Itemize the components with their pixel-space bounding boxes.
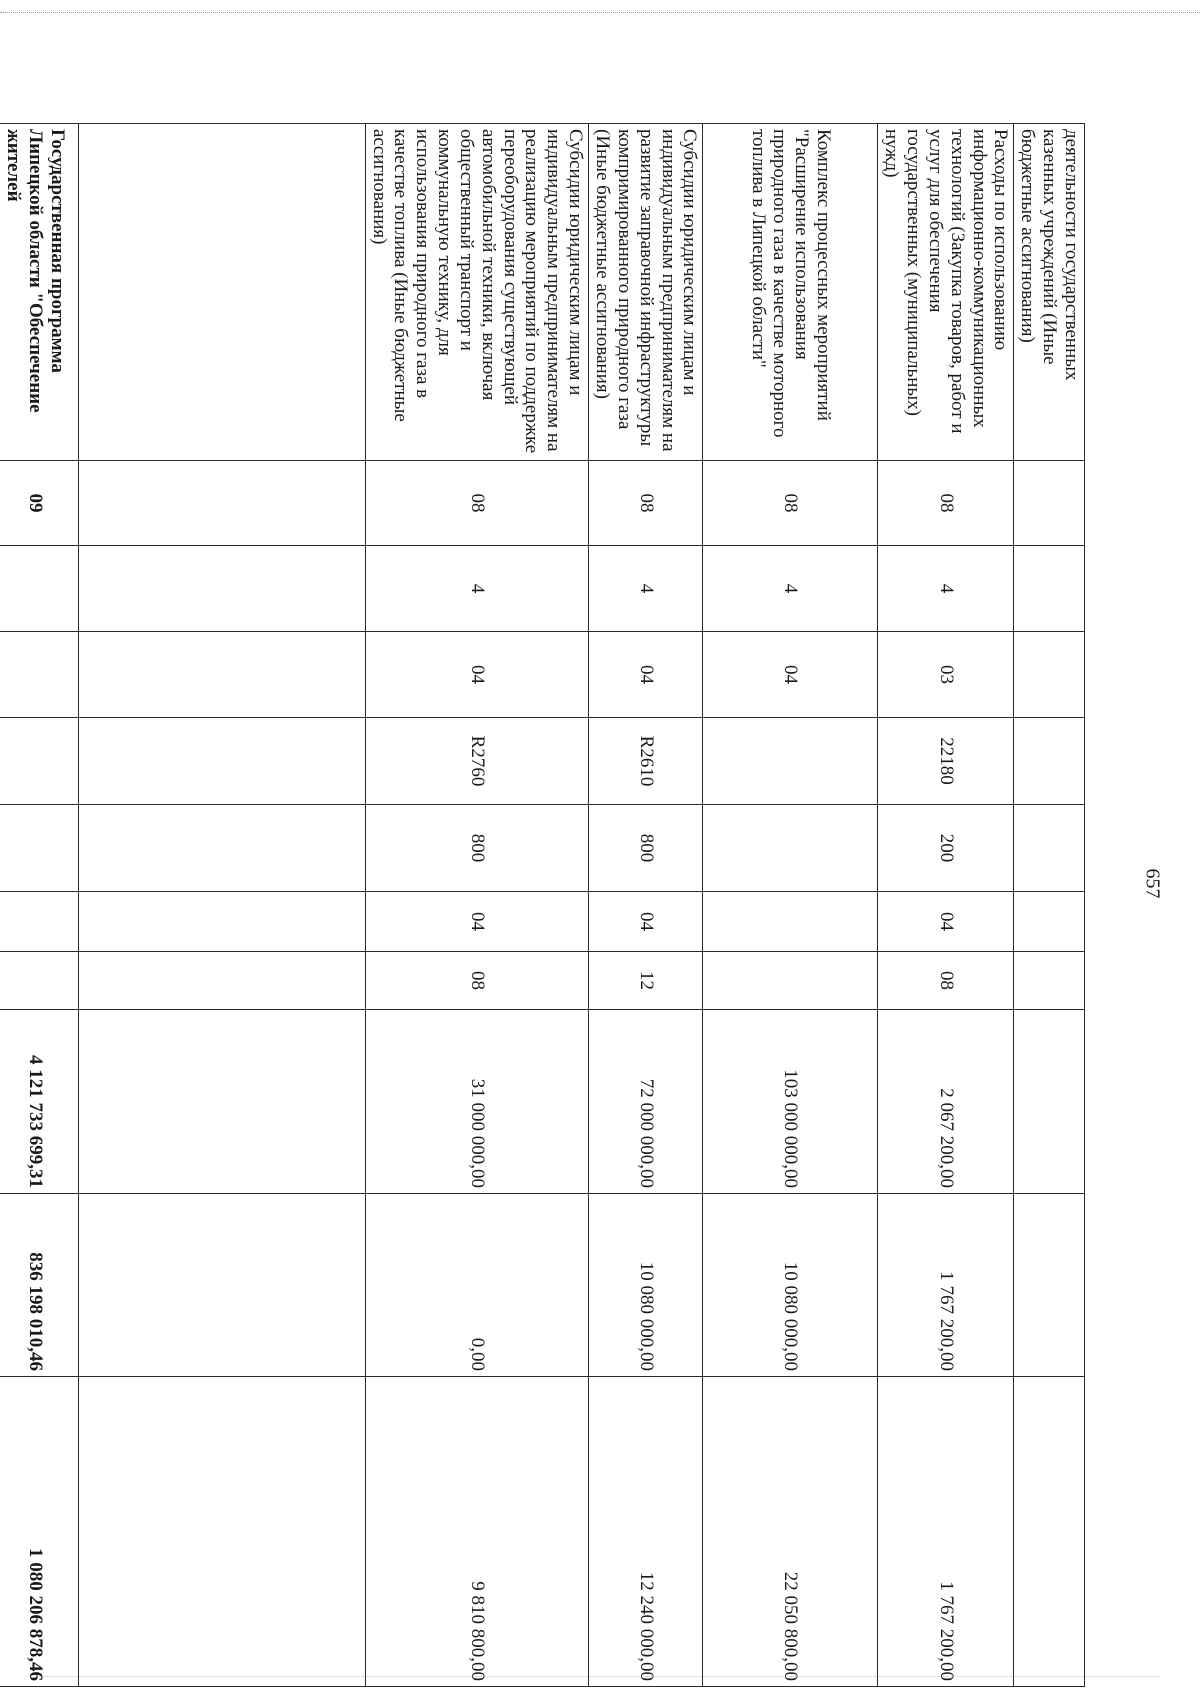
table-row — [703, 124, 878, 1687]
subprogram-type-cell — [78, 546, 365, 632]
program-code-cell — [1014, 461, 1085, 546]
amount-year-2-cell — [1014, 1194, 1085, 1377]
direction-code-cell — [703, 718, 878, 805]
event-code-cell — [78, 632, 365, 718]
subsection-cell — [78, 952, 365, 1010]
row-name-cell: Расходы по использованию информационно-коммуникационных технологий (Закупка товаров, работ и услуг для обеспечения государственных (муниципальных) нужд) — [878, 124, 1014, 461]
amount-year-3-cell: 12 240 000,00 — [589, 1377, 703, 1687]
expense-type-cell: 800 — [365, 805, 588, 892]
subsection-cell — [1014, 952, 1085, 1010]
amount-year-1-cell: 31 000 000,00 — [365, 1010, 588, 1194]
row-name-cell — [78, 124, 365, 461]
section-cell: 04 — [589, 892, 703, 952]
program-code-cell: 08 — [589, 461, 703, 546]
section-cell — [703, 892, 878, 952]
direction-code-cell: R2760 — [365, 718, 588, 805]
table-row — [78, 124, 365, 1687]
section-cell — [0, 892, 78, 952]
event-code-cell: 04 — [589, 632, 703, 718]
subsection-cell: 12 — [589, 952, 703, 1010]
subprogram-type-cell: 4 — [703, 546, 878, 632]
amount-year-1-cell — [1014, 1010, 1085, 1194]
expense-type-cell — [703, 805, 878, 892]
subsection-cell: 08 — [365, 952, 588, 1010]
subprogram-type-cell: 4 — [589, 546, 703, 632]
expense-type-cell — [0, 805, 78, 892]
amount-year-2-cell: 10 080 000,00 — [703, 1194, 878, 1377]
expense-type-cell: 800 — [589, 805, 703, 892]
expense-type-cell: 200 — [878, 805, 1014, 892]
table-body — [0, 124, 1085, 1687]
row-name-cell: Государственная программа Липецкой области "Обеспечение жителей — [0, 124, 78, 461]
event-code-cell — [0, 632, 78, 718]
amount-year-3-cell — [78, 1377, 365, 1687]
amount-year-1-cell — [78, 1010, 365, 1194]
amount-year-2-cell: 1 767 200,00 — [878, 1194, 1014, 1377]
subsection-cell: 08 — [878, 952, 1014, 1010]
amount-year-1-cell: 72 000 000,00 — [589, 1010, 703, 1194]
top-scan-edge — [0, 12, 1200, 13]
program-code-cell: 08 — [703, 461, 878, 546]
budget-table — [0, 123, 1085, 1687]
amount-year-3-cell: 9 810 800,00 — [365, 1377, 588, 1687]
amount-year-2-cell: 10 080 000,00 — [589, 1194, 703, 1377]
table-row — [878, 124, 1014, 1687]
event-code-cell: 04 — [365, 632, 588, 718]
direction-code-cell — [78, 718, 365, 805]
amount-year-1-cell: 103 000 000,00 — [703, 1010, 878, 1194]
event-code-cell — [1014, 632, 1085, 718]
row-name-cell: Субсидии юридическим лицам и индивидуальным предпринимателям на развитие заправочной инфраструктуры компримированного природного газа (Иные бюджетные ассигнования) — [589, 124, 703, 461]
subsection-cell — [0, 952, 78, 1010]
amount-year-2-cell — [78, 1194, 365, 1377]
amount-year-3-cell: 1 767 200,00 — [878, 1377, 1014, 1687]
expense-type-cell — [78, 805, 365, 892]
direction-code-cell — [1014, 718, 1085, 805]
amount-year-3-cell: 1 080 206 878,46 — [0, 1377, 78, 1687]
direction-code-cell — [0, 718, 78, 805]
amount-year-1-cell: 4 121 733 699,31 — [0, 1010, 78, 1194]
table-row — [1014, 124, 1085, 1687]
amount-year-2-cell: 836 198 010,46 — [0, 1194, 78, 1377]
row-name-cell: Субсидии юридическим лицам и индивидуальным предпринимателям на реализацию мероприятий по поддержке переоборудования существующей автомобильной техники, включая общественный транспорт и коммунальную технику, для использования природного газа в качестве топлива (Иные бюджетные ассигнования) — [365, 124, 588, 461]
subprogram-type-cell — [0, 546, 78, 632]
expense-type-cell — [1014, 805, 1085, 892]
section-cell: 04 — [365, 892, 588, 952]
event-code-cell: 04 — [703, 632, 878, 718]
row-name-cell: деятельности государственных казенных учреждений (Иные бюджетные ассигнования) — [1014, 124, 1085, 461]
subprogram-type-cell — [1014, 546, 1085, 632]
page-number: 657 — [1141, 868, 1164, 899]
direction-code-cell: 22180 — [878, 718, 1014, 805]
direction-code-cell: R2610 — [589, 718, 703, 805]
table-row — [365, 124, 588, 1687]
rotated-sheet — [2, 123, 1085, 1686]
amount-year-2-cell: 0,00 — [365, 1194, 588, 1377]
program-code-cell: 09 — [0, 461, 78, 546]
program-code-cell — [78, 461, 365, 546]
table-row — [0, 124, 78, 1687]
subprogram-type-cell: 4 — [878, 546, 1014, 632]
row-name-cell: Комплекс процессных мероприятий "Расширение использования природного газа в качестве моторного топлива в Липецкой области" — [703, 124, 878, 461]
table-row — [589, 124, 703, 1687]
program-code-cell: 08 — [878, 461, 1014, 546]
section-cell — [1014, 892, 1085, 952]
event-code-cell: 03 — [878, 632, 1014, 718]
subprogram-type-cell: 4 — [365, 546, 588, 632]
section-cell — [78, 892, 365, 952]
amount-year-3-cell — [1014, 1377, 1085, 1687]
subsection-cell — [703, 952, 878, 1010]
section-cell: 04 — [878, 892, 1014, 952]
amount-year-3-cell: 22 050 800,00 — [703, 1377, 878, 1687]
amount-year-1-cell: 2 067 200,00 — [878, 1010, 1014, 1194]
program-code-cell: 08 — [365, 461, 588, 546]
